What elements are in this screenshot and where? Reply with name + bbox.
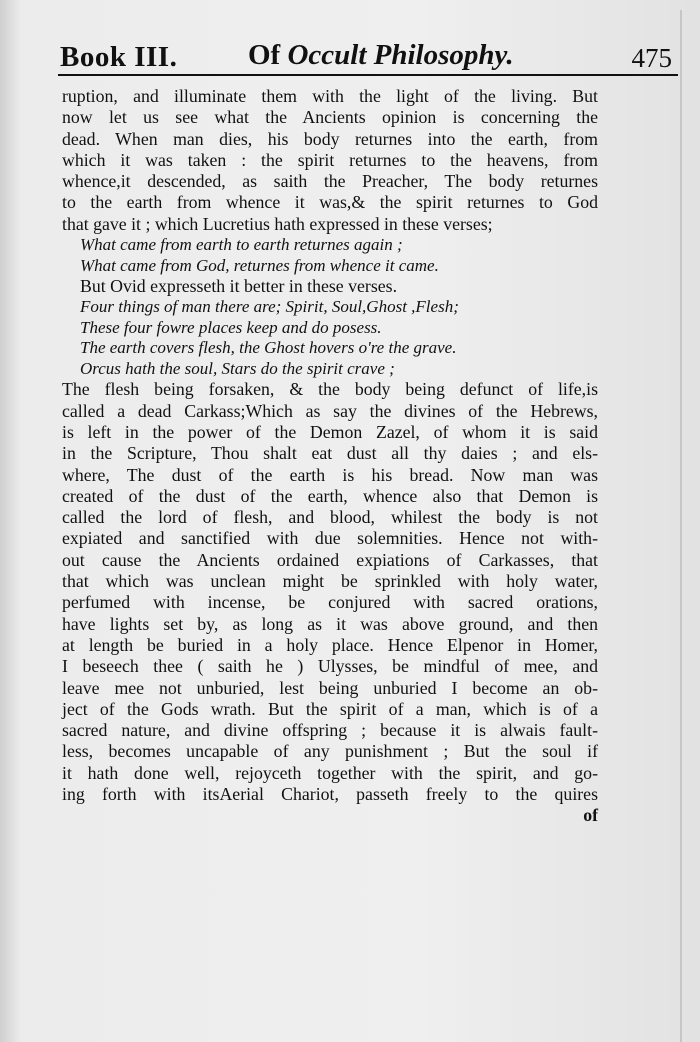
verse-line: Four things of man there are; Spirit, Soul,Ghost ,Flesh; (80, 297, 459, 317)
text-line: that which was unclean might be sprinkled with holy water, (62, 571, 598, 592)
verse-line: The earth covers flesh, the Ghost hovers o're the grave. (80, 338, 457, 358)
text-line: sacred nature, and divine offspring ; because it is alwais fault- (62, 720, 598, 741)
page-body (62, 86, 598, 827)
text-line: is left in the power of the Demon Zazel, of whom it is said (62, 421, 598, 442)
page-number: 475 (631, 43, 672, 73)
page-edge-shadow (680, 10, 682, 1042)
text-line: called the lord of flesh, and blood, whilest the body is not (62, 507, 598, 528)
text-line: ing forth with itsAerial Chariot, passeth freely to the quires (62, 784, 598, 805)
text-line: ruption, and illuminate them with the light of the living. But (62, 86, 598, 106)
paragraph-2 (62, 379, 598, 805)
catchword: of (583, 805, 598, 826)
text-line: it hath done well, rejoyceth together with the spirit, and go- (62, 762, 598, 783)
title-prefix: Of (248, 39, 281, 71)
text-line: leave mee not unburied, lest being unburied I become an ob- (62, 677, 598, 698)
text-line: ject of the Gods wrath. But the spirit of a man, which is of a (62, 698, 598, 719)
text-line: to the earth from whence it was,& the spirit returnes to God (62, 192, 598, 213)
running-header (60, 30, 682, 74)
verse-line: Orcus hath the soul, Stars do the spirit crave ; (80, 358, 395, 378)
verse-lucretius (62, 235, 598, 276)
text-line: have lights set by, as long as it was above ground, and then (62, 613, 598, 634)
text-line: less, becomes uncapable of any punishment ; But the soul if (62, 741, 598, 762)
verse-ovid (62, 297, 598, 379)
title-italic: Occult Philosophy. (287, 39, 514, 71)
running-title (248, 39, 514, 72)
text-line: that gave it ; which Lucretius hath expressed in these verses; (62, 213, 493, 234)
text-line: expiated and sanctified with due solemnities. Hence not with- (62, 528, 598, 549)
text-line: perfumed with incense, be conjured with sacred orations, (62, 592, 598, 613)
text-line: I beseech thee ( saith he ) Ulysses, be mindful of mee, and (62, 656, 598, 677)
ovid-intro (62, 276, 598, 297)
text-line: whence,it descended, as saith the Preacher, The body returnes (62, 171, 598, 192)
text-line: in the Scripture, Thou shalt eat dust all thy daies ; and els- (62, 443, 598, 464)
verse-line: These four fowre places keep and do posess. (80, 317, 382, 337)
text-line: But Ovid expresseth it better in these verses. (80, 276, 398, 297)
verse-line: What came from earth to earth returnes again ; (80, 235, 403, 255)
verse-line: What came from God, returnes from whence it came. (80, 255, 439, 275)
text-line: now let us see what the Ancients opinion is concerning the (62, 107, 598, 128)
text-line: at length be buried in a holy place. Hence Elpenor in Homer, (62, 634, 598, 655)
text-line: which it was taken : the spirit returnes to the heavens, from (62, 149, 598, 170)
text-line: dead. When man dies, his body returnes into the earth, from (62, 128, 598, 149)
book-label: Book III. (60, 41, 178, 73)
text-line: where, The dust of the earth is his bread. Now man was (62, 464, 598, 485)
text-line: called a dead Carkass;Which as say the divines of the Hebrews, (62, 400, 598, 421)
header-rule (58, 74, 678, 76)
text-line: The flesh being forsaken, & the body being defunct of life,is (62, 379, 598, 400)
text-line: out cause the Ancients ordained expiations of Carkasses, that (62, 549, 598, 570)
paragraph-1 (62, 86, 598, 235)
text-line: created of the dust of the earth, whence also that Demon is (62, 485, 598, 506)
